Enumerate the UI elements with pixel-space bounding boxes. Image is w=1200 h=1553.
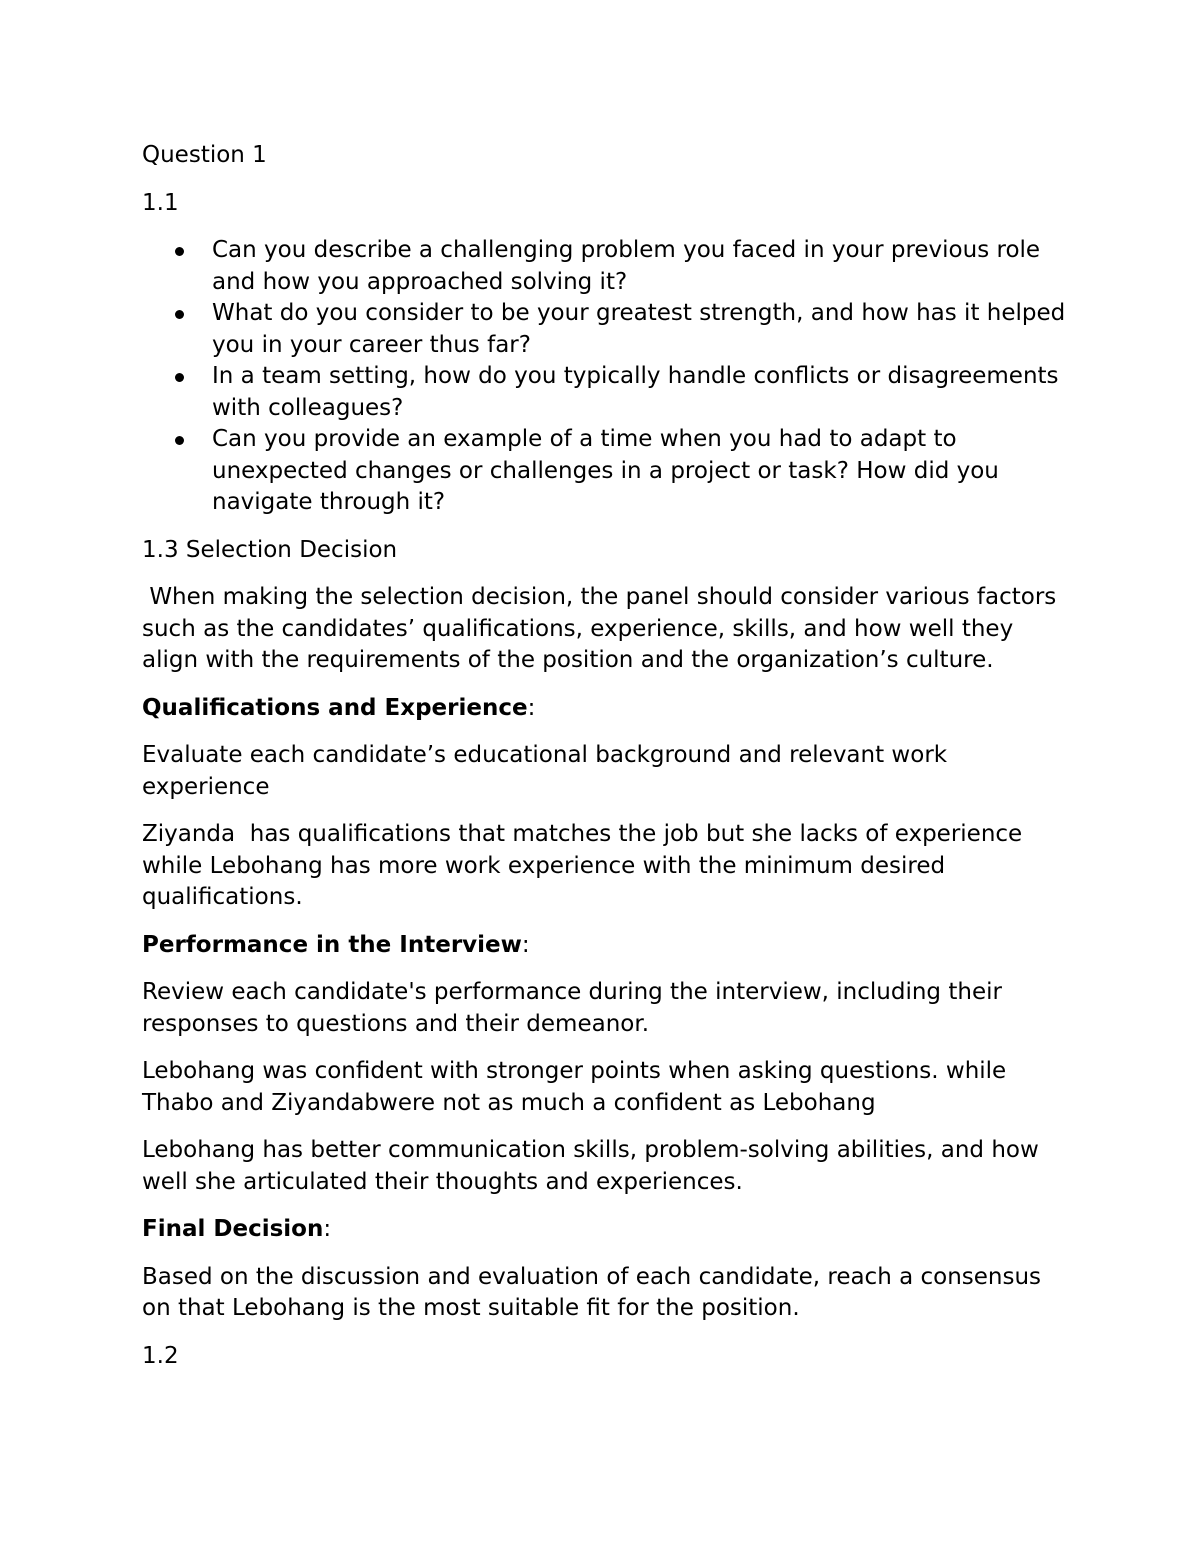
qualifications-heading-text: Qualifications and Experience <box>142 694 528 721</box>
selection-decision-intro <box>142 582 1072 677</box>
list-item-text: Can you describe a challenging problem you faced in your previous role and how you approached solving it? <box>212 237 1041 295</box>
qualifications-heading-colon: : <box>527 694 536 721</box>
qualifications-heading <box>142 693 1072 725</box>
final-decision-heading-text: Final Decision <box>142 1216 324 1242</box>
list-item-text: What do you consider to be your greatest strength, and how has it helped you in your career thus far? <box>212 300 1066 358</box>
performance-heading-text: Performance in the Interview <box>142 931 522 958</box>
bullet-icon <box>175 373 184 382</box>
list-item-text: In a team setting, how do you typically handle conflicts or disagreements with colleagues? <box>212 363 1059 421</box>
section-1-2-label: 1.2 <box>142 1342 179 1369</box>
performance-text-1: Review each candidate's performance during the interview, including their responses to questions and their demeanor. <box>142 979 1002 1037</box>
question-title: Question 1 <box>142 142 267 168</box>
list-item <box>142 424 1072 519</box>
bullet-icon <box>175 310 184 319</box>
final-decision-heading-colon: : <box>323 1216 332 1242</box>
bullet-icon <box>175 247 184 256</box>
final-decision-heading <box>142 1214 1072 1246</box>
final-decision-text: Based on the discussion and evaluation of each candidate, reach a consensus on that Lebohang is the most suitable fit for the position. <box>142 1263 1042 1321</box>
intro-text: When making the selection decision, the panel should consider various factors such as the candidates’ qualifications, experience, skills, and how well they align with the requirements of the position and the organization’s culture. <box>142 584 1064 673</box>
performance-heading-colon: : <box>521 931 530 958</box>
selection-decision-heading: 1.3 Selection Decision <box>142 536 398 563</box>
performance-heading <box>142 930 1072 962</box>
list-item <box>142 361 1072 424</box>
list-item <box>142 235 1072 298</box>
performance-text-2: Lebohang was confident with stronger points when asking questions. while Thabo and Ziyandabwere not as much a confident as Lebohang <box>142 1058 1007 1116</box>
bullet-icon <box>175 436 184 445</box>
qualifications-text-2: Ziyanda has qualifications that matches the job but she lacks of experience while Lebohang has more work experience with the minimum desired qualifications. <box>142 821 1030 910</box>
performance-text-3: Lebohang has better communication skills, problem-solving abilities, and how well she articulated their thoughts and experiences. <box>142 1137 1039 1195</box>
section-1-1-label: 1.1 <box>142 189 179 216</box>
document-page <box>142 140 1072 1388</box>
interview-questions-list <box>142 235 1072 519</box>
list-item <box>142 298 1072 361</box>
qualifications-text-1: Evaluate each candidate’s educational background and relevant work experience <box>142 742 948 800</box>
list-item-text: Can you provide an example of a time when you had to adapt to unexpected changes or challenges in a project or task? How did you navigate through it? <box>212 426 999 515</box>
